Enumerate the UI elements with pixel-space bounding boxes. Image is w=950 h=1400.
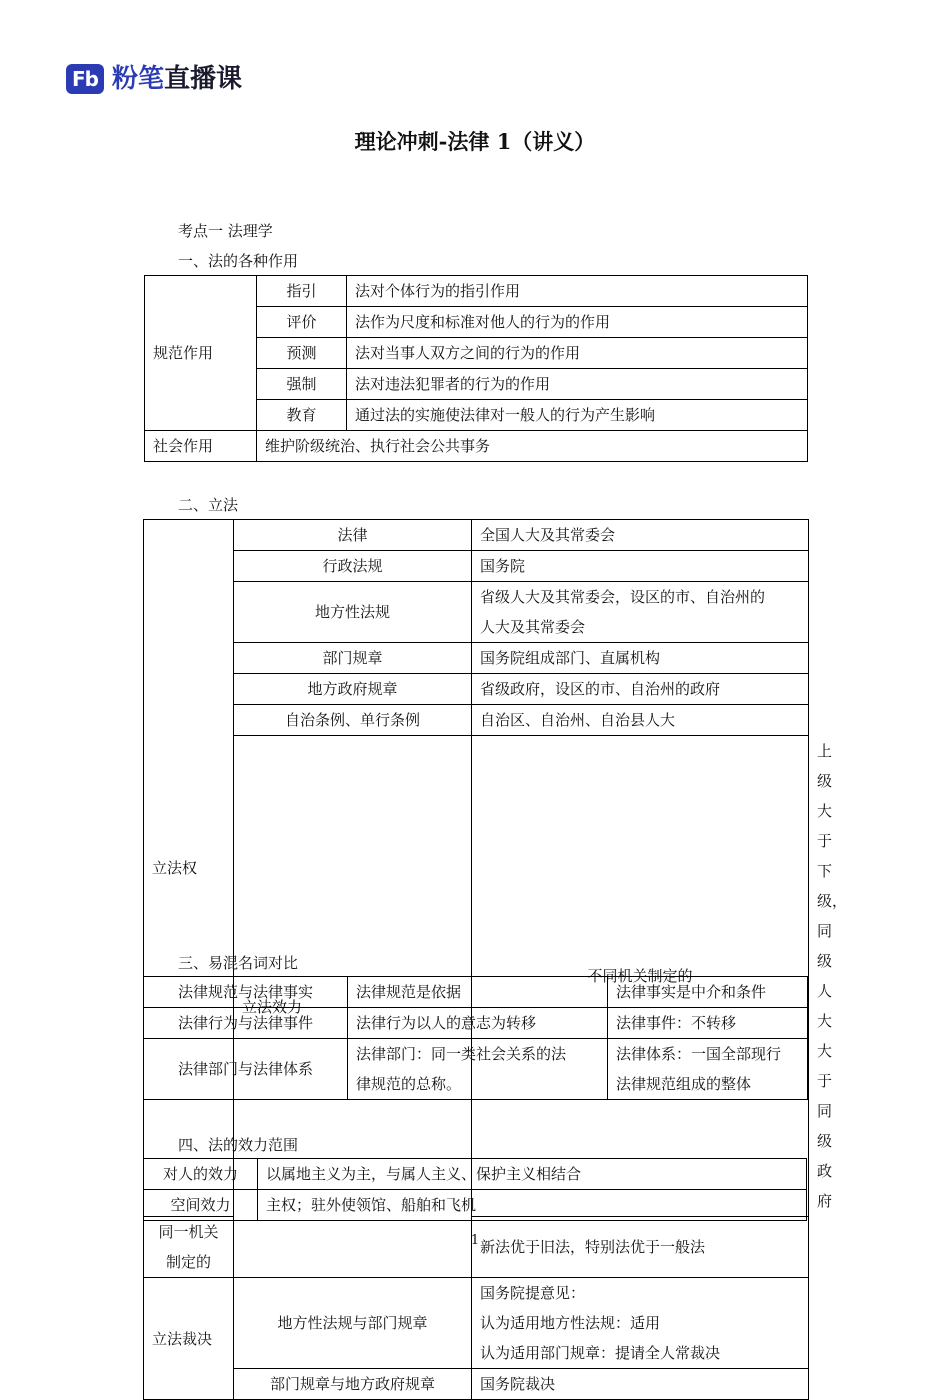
group-cell: 社会作用	[145, 431, 257, 462]
section2-heading: 二、立法	[178, 496, 239, 514]
law-functions-table	[144, 275, 808, 462]
table-row: 对人的效力 以属地主义为主，与属人主义、保护主义相结合	[144, 1159, 807, 1190]
table-row: 强制 法对违法犯罪者的行为的作用	[145, 369, 808, 400]
table-row: 地方政府规章 省级政府，设区的市、自治州的政府	[144, 674, 809, 705]
table-row: 预测 法对当事人双方之间的行为的作用	[145, 338, 808, 369]
table-row: 规范作用 指引 法对个体行为的指引作用	[145, 276, 808, 307]
table-row: 评价 法作为尺度和标准对他人的行为的作用	[145, 307, 808, 338]
group-cell: 规范作用	[145, 276, 257, 431]
table-row: 法律行为与法律事件 法律行为以人的意志为转移 法律事件：不转移	[144, 1008, 808, 1039]
group-cell: 立法裁决	[144, 1278, 234, 1400]
group-cell: 立法效力	[234, 736, 472, 1278]
topic-heading: 考点一 法理学	[178, 222, 273, 240]
terms-comparison-table	[143, 976, 808, 1100]
table-row: 地方性法规 省级人大及其常委会，设区的市、自治州的 人大及其常委会	[144, 582, 809, 643]
logo-text: 粉笔直播课	[111, 64, 243, 94]
table-row: 部门规章 国务院组成部门、直属机构	[144, 643, 809, 674]
logo-icon: Fb	[66, 64, 104, 94]
table-row: 自治条例、单行条例 自治区、自治州、自治县人大	[144, 705, 809, 736]
section3-heading: 三、易混名词对比	[178, 954, 299, 972]
table-row: 立法效力 不同机关制定的 上级大于下级，同级人大大于同级政府	[144, 736, 809, 1217]
table-row: 法律规范与法律事实 法律规范是依据 法律事实是中介和条件	[144, 977, 808, 1008]
table-row: 立法裁决 地方性法规与部门规章 国务院提意见： 认为适用地方性法规：适用 认为适用部门规章：提请全人常裁决	[144, 1278, 809, 1369]
effect-scope-table	[143, 1158, 807, 1221]
table-row: 立法权 法律 全国人大及其常委会	[144, 520, 809, 551]
table-row: 同一机关制定的 新法优于旧法，特别法优于一般法	[144, 1217, 809, 1278]
brand-logo	[66, 62, 242, 96]
page-title: 理论冲刺-法律 1（讲义）	[354, 129, 596, 154]
page-number: 1	[470, 1233, 480, 1248]
group-cell: 立法权	[144, 520, 234, 1217]
table-row: 教育 通过法的实施使法律对一般人的行为产生影响	[145, 400, 808, 431]
section1-heading: 一、法的各种作用	[178, 252, 299, 270]
table-row: 行政法规 国务院	[144, 551, 809, 582]
table-row: 社会作用 维护阶级统治、执行社会公共事务	[145, 431, 808, 462]
table-row: 部门规章与地方政府规章 国务院裁决	[144, 1369, 809, 1400]
table-row: 法律部门与法律体系 法律部门：同一类社会关系的法 律规范的总称。 法律体系：一国全部现行 法律规范组成的整体	[144, 1039, 808, 1100]
section4-heading: 四、法的效力范围	[178, 1136, 299, 1154]
table-row: 空间效力 主权；驻外使领馆、船舶和飞机	[144, 1190, 807, 1221]
